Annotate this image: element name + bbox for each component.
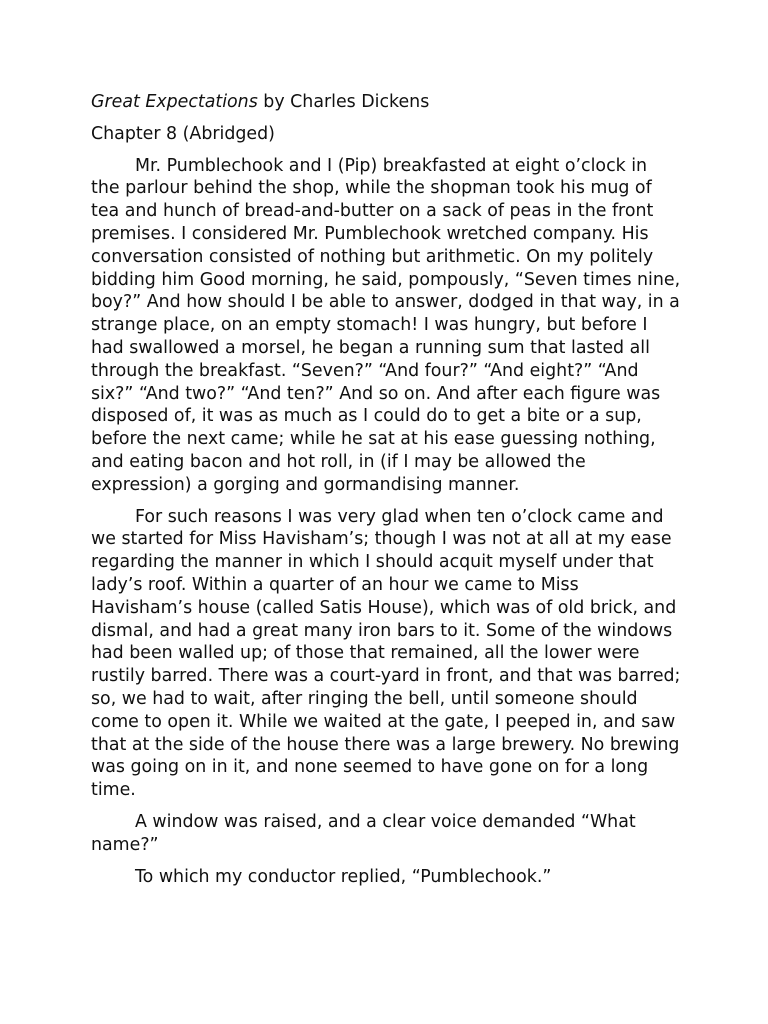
paragraph: To which my conductor replied, “Pumblechook.” [135, 866, 552, 887]
paragraph: A window was raised, and a clear voice demanded “What name?” [91, 811, 636, 855]
paragraph: For such reasons I was very glad when ten o’clock came and we started for Miss Havisham’s; though I was not at all at my ease regarding the manner in which I should acquit myself under that lady’s roof. Within a quarter of an hour we came to Miss Havisham’s house (called Satis House), which was of old brick, and dismal, and had a great many iron bars to it. Some of the windows had been walled up; of those that remained, all the lower were rustily barred. There was a court-yard in front, and that was barred; so, we had to wait, after ringing the bell, until someone should come to open it. While we waited at the gate, I peeped in, and saw that at the side of the house there was a large brewery. No brewing was going on in it, and none seemed to have gone on for a long time. [91, 506, 681, 801]
author-line: by Charles Dickens [257, 92, 430, 112]
document-page [91, 91, 681, 897]
document-title [91, 91, 681, 114]
paragraph: Mr. Pumblechook and I (Pip) breakfasted at eight o’clock in the parlour behind the shop, while the shopman took his mug of tea and hunch of bread-and-butter on a sack of peas in the front premises. I considered Mr. Pumblechook wretched company. His conversation consisted of nothing but arithmetic. On my politely bidding him Good morning, he said, pompously, “Seven times nine, boy?” And how should I be able to answer, dodged in that way, in a strange place, on an empty stomach! I was hungry, but before I had swallowed a morsel, he began a running sum that lasted all through the breakfast. “Seven?” “And four?” “And eight?” “And six?” “And two?” “And ten?” And so on. And after each figure was disposed of, it was as much as I could do to get a bite or a sup, before the next came; while he sat at his ease guessing nothing, and eating bacon and hot roll, in (if I may be allowed the expression) a gorging and gormandising manner. [91, 155, 681, 495]
book-title: Great Expectations [91, 92, 258, 112]
chapter-heading: Chapter 8 (Abridged) [91, 123, 275, 144]
